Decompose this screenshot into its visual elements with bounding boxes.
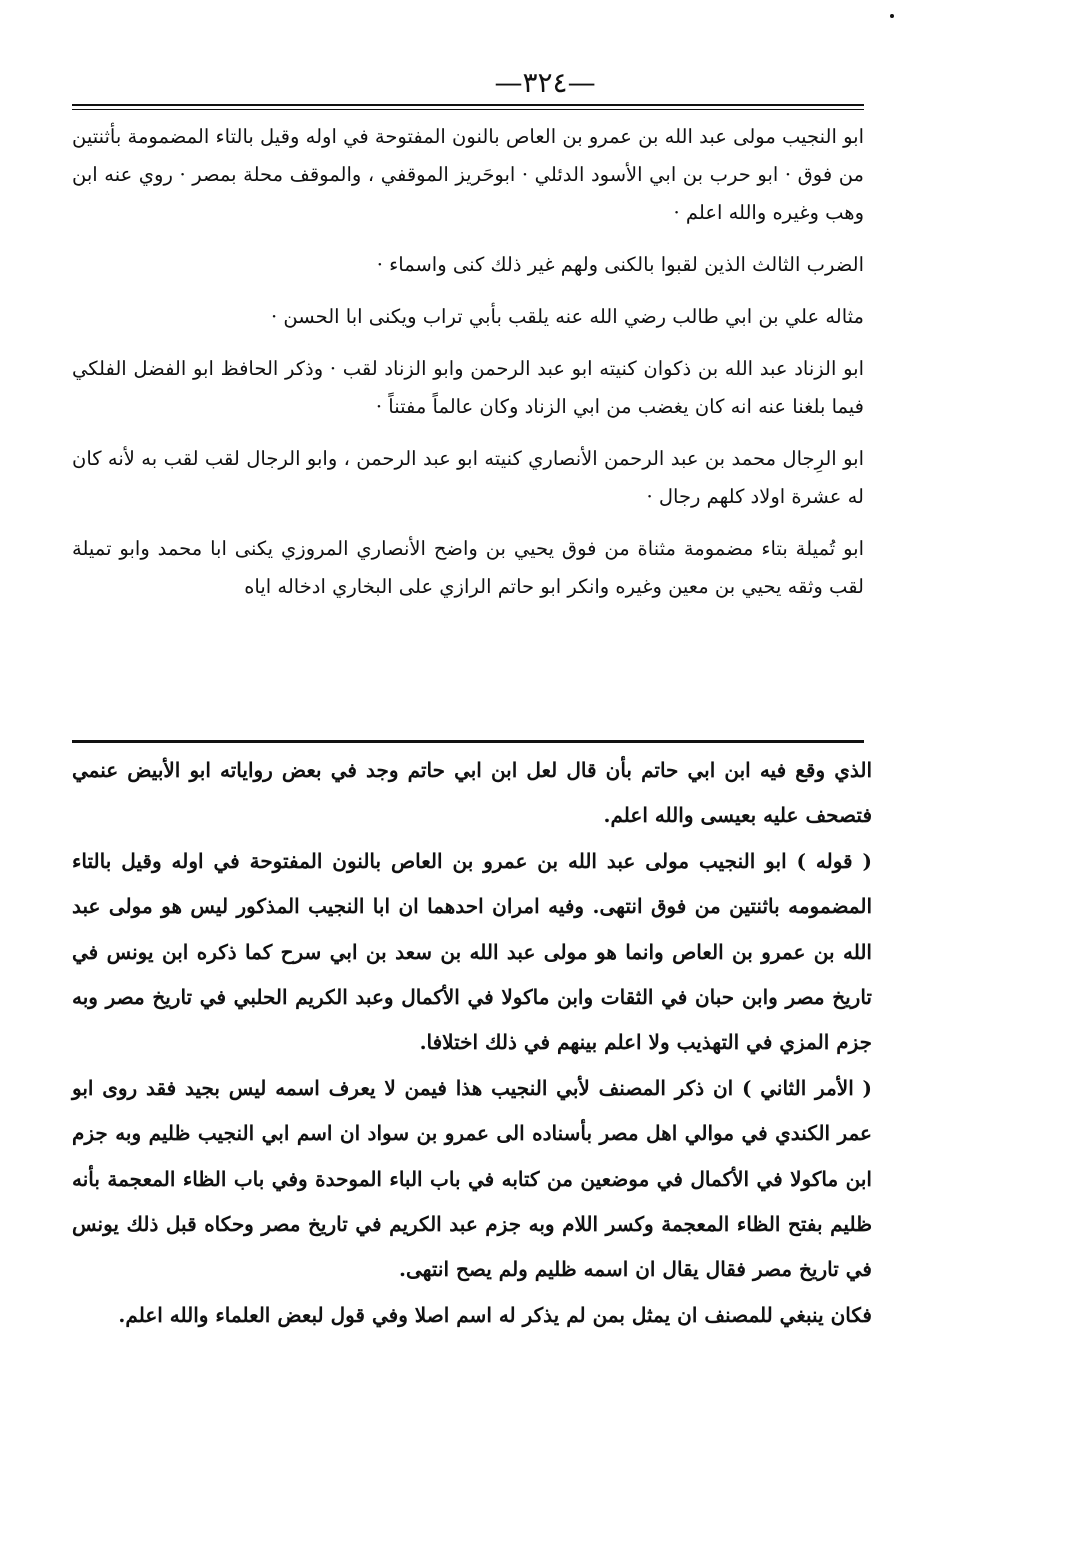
- main-paragraph-4: ابو الزناد عبد الله بن ذكوان كنيته ابو عبد الرحمن وابو الزناد لقب · وذكر الحافظ ابو الفضل الفلكي فيما بلغنا عنه انه كان يغضب من ابي الزناد وكان عالماً مفتناً ·: [72, 357, 864, 418]
- main-paragraph-3: مثاله علي بن ابي طالب رضي الله عنه يلقب بأبي تراب ويكنى ابا الحسن ·: [270, 305, 864, 328]
- commentary-paragraph-1: الذي وقع فيه ابن ابي حاتم بأن قال لعل ابن ابي حاتم وجد في بعض رواياته ابو الأبيض عنمي فتصحف عليه بعيسى والله اعلم.: [72, 758, 872, 828]
- main-paragraph-2: الضرب الثالث الذين لقبوا بالكنى ولهم غير ذلك كنى واسماء ·: [376, 253, 864, 276]
- commentary-divider: [72, 740, 864, 743]
- page-mark: [890, 14, 894, 18]
- header-rule-bottom: [72, 109, 864, 110]
- commentary-paragraph-3: ( الأمر الثاني ) ان ذكر المصنف لأبي النجيب هذا فيمن لا يعرف اسمه ليس بجيد فقد روى ابو عمر الكندي في موالي اهل مصر بأسناده الى عمرو بن سواد ان اسم ابي النجيب ظليم وبه جزم ابن ماكولا في الأكمال في موضعين من كتابه في باب الباء الموحدة وفي باب الظاء المعجمة بأنه ظليم بفتح الظاء المعجمة وكسر اللام وبه جزم عبد الكريم في تاريخ مصر وحكاه قبل ذلك يونس في تاريخ مصر فقال يقال ان اسمه ظليم ولم يصح انتهى.: [72, 1075, 873, 1282]
- commentary-text: [72, 748, 872, 1338]
- main-text: [72, 118, 864, 606]
- main-paragraph-6: ابو تُميلة بتاء مضمومة مثناة من فوق يحيي بن واضح الأنصاري المروزي يكنى ابا محمد وابو تميلة لقب وثقه يحيي بن معين وغيره وانكر ابو حاتم الرازي على البخاري ادخاله اياه: [72, 537, 864, 598]
- page-number: —٣٢٤—: [494, 66, 596, 99]
- main-paragraph-1: ابو النجيب مولى عبد الله بن عمرو بن العاص بالنون المفتوحة في اوله وقيل بالتاء المضمومة بأثنتين من فوق · ابو حرب بن ابي الأسود الدئلي · ابوحَريز الموقفي ، والموقف محلة بمصر · روي عنه ابن وهب وغيره والله اعلم ·: [72, 125, 864, 224]
- commentary-paragraph-2: ( قوله ) ابو النجيب مولى عبد الله بن عمرو بن العاص بالنون المفتوحة في اوله وقيل بالتاء المضمومه باثنتين من فوق انتهى. وفيه امران احدهما ان ابا النجيب المذكور ليس هو مولى عبد الله بن عمرو بن العاص وانما هو مولى عبد الله بن سعد بن ابي سرح كما ذكره ابن يونس في تاريخ مصر وابن حبان في الثقات وابن ماكولا في الأكمال وعبد الكريم الحلبي في تاريخ مصر وبه جزم المزي في التهذيب ولا اعلم بينهم في ذلك اختلافا.: [72, 848, 872, 1055]
- commentary-paragraph-4: فكان ينبغي للمصنف ان يمثل بمن لم يذكر له اسم اصلا وفي قول لبعض العلماء والله اعلم.: [118, 1302, 872, 1327]
- main-paragraph-5: ابو الرِجال محمد بن عبد الرحمن الأنصاري كنيته ابو عبد الرحمن ، وابو الرجال لقب لقب به لأنه كان له عشرة اولاد كلهم رجال ·: [72, 447, 864, 508]
- header-rule-top: [72, 104, 864, 106]
